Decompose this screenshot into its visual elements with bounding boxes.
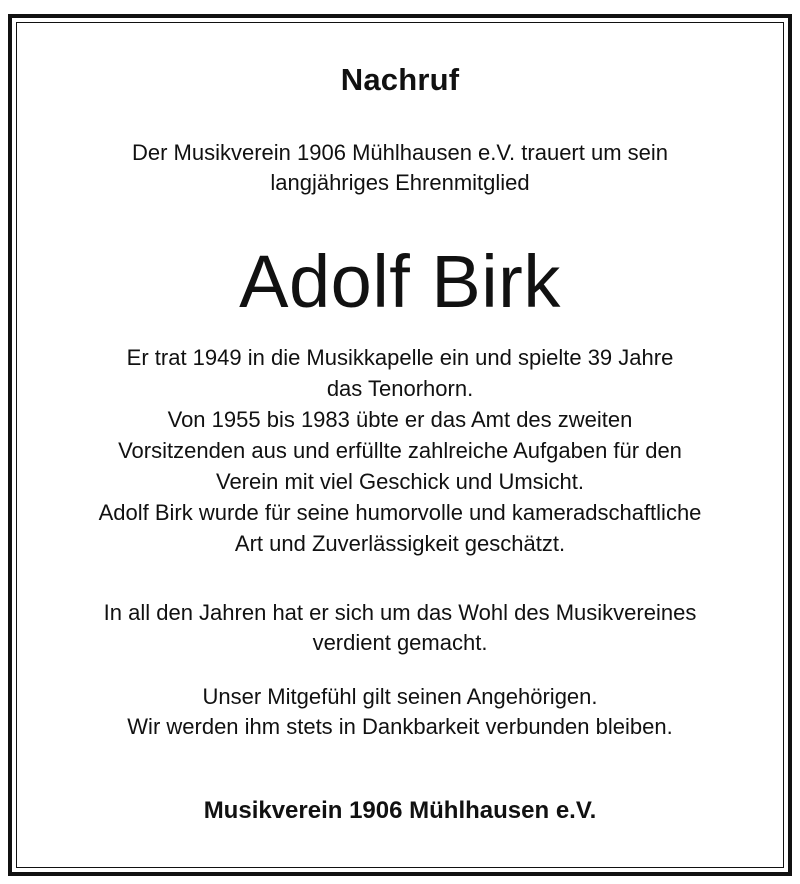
biography-line: Adolf Birk wurde für seine humorvolle und kameradschaftliche (98, 500, 702, 525)
notice-title: Nachruf (340, 62, 460, 97)
biography-line: Art und Zuverlässigkeit geschätzt. (234, 531, 566, 556)
intro-line: langjähriges Ehrenmitglied (270, 170, 530, 195)
biography-line: Von 1955 bis 1983 übte er das Amt des zweiten (167, 407, 633, 432)
merit-line: verdient gemacht. (312, 630, 488, 655)
merit-line: In all den Jahren hat er sich um das Wohl des Musikvereines (103, 600, 697, 625)
biography-line: Verein mit viel Geschick und Umsicht. (215, 469, 585, 494)
obituary-notice (16, 22, 784, 868)
signature: Musikverein 1906 Mühlhausen e.V. (203, 797, 597, 824)
biography-line: Er trat 1949 in die Musikkapelle ein und spielte 39 Jahre (126, 345, 674, 370)
condolence-line: Unser Mitgefühl gilt seinen Angehörigen. (202, 684, 598, 709)
condolence-paragraph (16, 682, 784, 742)
biography-line: Vorsitzenden aus und erfüllte zahlreiche Aufgaben für den (118, 438, 682, 463)
condolence-line: Wir werden ihm stets in Dankbarkeit verbunden bleiben. (127, 714, 673, 739)
deceased-name: Adolf Birk (239, 240, 561, 323)
merit-paragraph (16, 598, 784, 658)
intro-text (16, 138, 784, 198)
biography-line: das Tenorhorn. (326, 376, 474, 401)
intro-line: Der Musikverein 1906 Mühlhausen e.V. trauert um sein (131, 140, 669, 165)
biography-paragraph (16, 342, 784, 559)
